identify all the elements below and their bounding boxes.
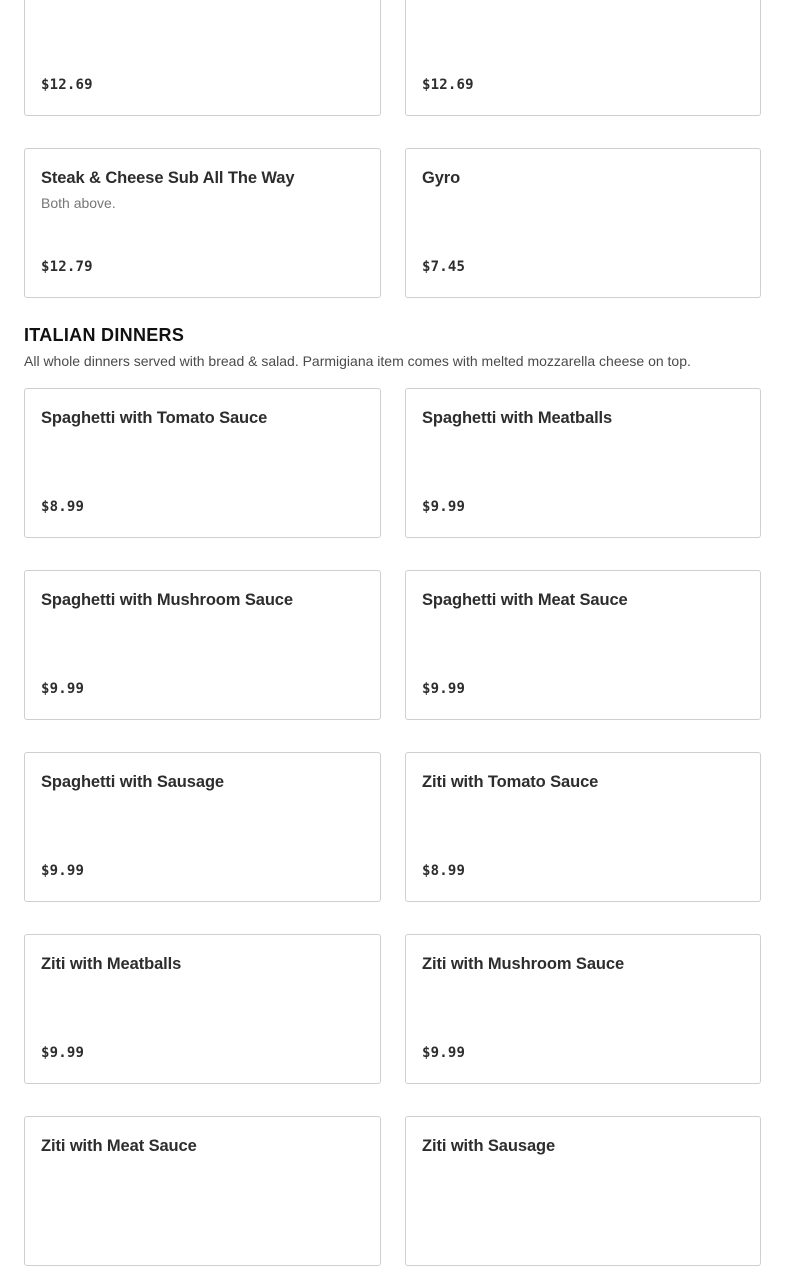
menu-item-price: $9.99 (41, 681, 85, 697)
menu-item-price: $12.69 (422, 77, 474, 93)
menu-item-card[interactable] (405, 570, 761, 720)
menu-item-grid (24, 0, 785, 298)
menu-item-card[interactable] (24, 934, 381, 1084)
menu-item-card[interactable] (24, 0, 381, 116)
menu-item-card[interactable] (405, 752, 761, 902)
section-header (24, 324, 785, 370)
menu-item-card[interactable] (24, 388, 381, 538)
menu-item-price: $9.99 (41, 1045, 85, 1061)
menu-item-card[interactable] (405, 148, 761, 298)
menu-item-price: $9.99 (422, 499, 466, 515)
menu-item-card[interactable] (24, 752, 381, 902)
menu-item-name: Spaghetti with Mushroom Sauce (41, 591, 293, 609)
menu-item-card[interactable] (405, 0, 761, 116)
menu-item-card[interactable] (405, 934, 761, 1084)
menu-item-price: $9.99 (41, 863, 85, 879)
menu-item-name: Ziti with Meat Sauce (41, 1137, 197, 1155)
section-title: ITALIAN DINNERS (24, 325, 185, 345)
menu-item-price: $12.79 (41, 259, 93, 275)
menu-item-card[interactable] (24, 148, 381, 298)
menu-item-price: $7.45 (422, 259, 466, 275)
menu-item-price: $12.69 (41, 77, 93, 93)
menu-item-card[interactable] (405, 388, 761, 538)
menu-item-description: Both above. (41, 195, 116, 211)
menu-item-name: Gyro (422, 169, 461, 187)
menu-item-card[interactable] (24, 570, 381, 720)
menu-item-name: Spaghetti with Meat Sauce (422, 591, 628, 609)
menu-item-price: $8.99 (422, 863, 466, 879)
menu-item-name: Spaghetti with Sausage (41, 773, 224, 791)
menu-item-price: $9.99 (422, 681, 466, 697)
menu-item-name: Ziti with Mushroom Sauce (422, 955, 625, 973)
menu-item-name: Steak & Cheese Sub All The Way (41, 169, 295, 187)
menu-item-name: Spaghetti with Tomato Sauce (41, 409, 268, 427)
menu-item-name: Ziti with Meatballs (41, 955, 182, 973)
menu-item-card[interactable] (405, 1116, 761, 1266)
menu-item-name: Ziti with Tomato Sauce (422, 773, 599, 791)
menu-item-grid (24, 388, 785, 1266)
menu-item-name: Ziti with Sausage (422, 1137, 556, 1155)
menu-item-price: $9.99 (422, 1045, 466, 1061)
section-description: All whole dinners served with bread & salad. Parmigiana item comes with melted mozzarella cheese on top. (24, 353, 691, 369)
menu-item-card[interactable] (24, 1116, 381, 1266)
menu-item-price: $8.99 (41, 499, 85, 515)
menu-item-name: Spaghetti with Meatballs (422, 409, 613, 427)
